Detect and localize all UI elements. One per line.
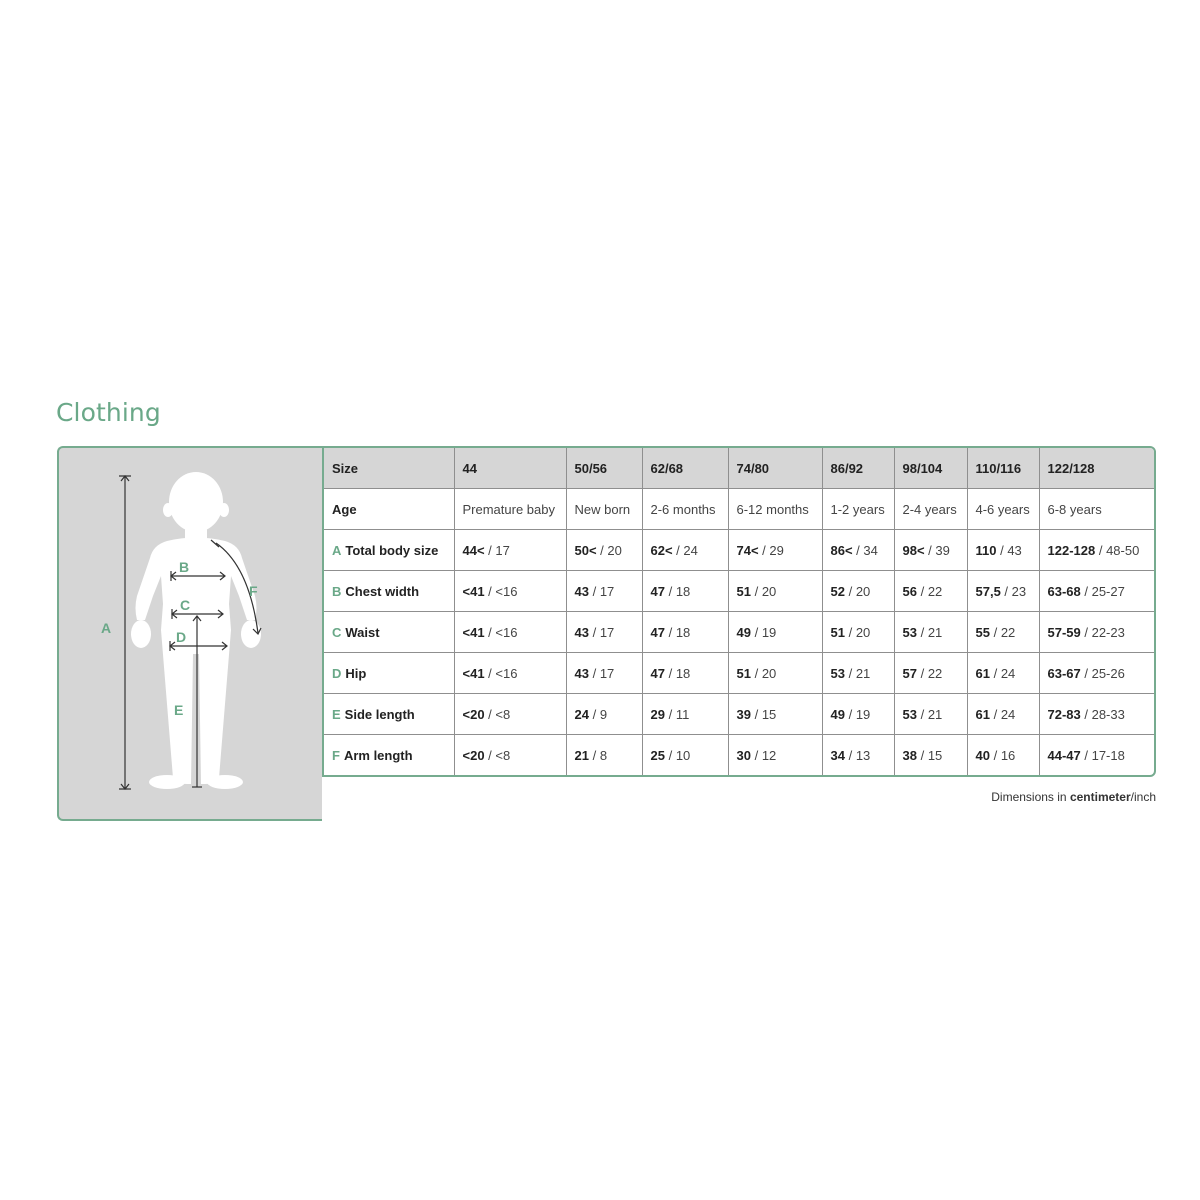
table-row	[324, 653, 1154, 694]
value-cm: 51	[736, 583, 751, 599]
value-separator: /	[484, 542, 496, 558]
value-cm: 43	[574, 624, 589, 640]
value-separator: /	[750, 583, 762, 599]
value-cm: 63-68	[1047, 583, 1081, 599]
value-separator: /	[1080, 665, 1092, 681]
value-inch: 20	[607, 542, 622, 558]
header-size-74-80: 74/80	[728, 448, 822, 489]
value-separator: /	[916, 747, 928, 763]
value-cm: 61	[975, 706, 990, 722]
measurement-cell	[728, 612, 822, 653]
value-cm: 52	[830, 583, 845, 599]
label-a: A	[101, 620, 112, 636]
measurement-cell	[454, 653, 566, 694]
value-inch: 21	[855, 665, 871, 681]
value-inch: 15	[761, 706, 777, 722]
value-cm: <41	[462, 665, 485, 681]
measurement-cell	[642, 735, 728, 776]
measurement-cell	[642, 571, 728, 612]
value-inch: 18	[675, 583, 691, 599]
value-separator: /	[750, 706, 762, 722]
value-separator: /	[989, 624, 1001, 640]
value-separator: /	[916, 665, 928, 681]
value-inch: 20	[761, 665, 777, 681]
value-cm: 47	[650, 624, 665, 640]
measurement-cell	[1039, 735, 1154, 776]
measurement-cell	[822, 653, 894, 694]
value-cm: <41	[462, 583, 485, 599]
value-inch: 25-27	[1091, 583, 1125, 599]
measurement-cell	[566, 735, 642, 776]
value-inch: 29	[769, 542, 784, 558]
value-separator: /	[916, 624, 928, 640]
age-cell: 2-6 months	[642, 489, 728, 530]
value-inch: 25-26	[1091, 665, 1125, 681]
value-separator: /	[989, 747, 1001, 763]
value-cm: 50<	[574, 542, 597, 558]
row-label	[324, 612, 454, 653]
value-cm: 61	[975, 665, 990, 681]
measurement-cell	[822, 571, 894, 612]
value-separator: /	[588, 706, 600, 722]
measurement-letter: F	[332, 747, 340, 763]
value-inch: 20	[761, 583, 777, 599]
measurement-letter: A	[332, 542, 342, 558]
value-inch: 22	[927, 665, 943, 681]
table-row	[324, 530, 1154, 571]
value-inch: <16	[495, 665, 518, 681]
value-inch: 22	[927, 583, 943, 599]
value-separator: /	[588, 747, 600, 763]
value-cm: 44-47	[1047, 747, 1081, 763]
value-inch: 18	[675, 624, 691, 640]
age-cell: Premature baby	[454, 489, 566, 530]
value-cm: 21	[574, 747, 589, 763]
measurement-cell	[894, 612, 967, 653]
value-inch: <16	[495, 624, 518, 640]
value-cm: 30	[736, 747, 751, 763]
value-inch: 17	[599, 624, 615, 640]
measurement-cell	[566, 653, 642, 694]
value-cm: 62<	[650, 542, 673, 558]
header-size-110-116: 110/116	[967, 448, 1039, 489]
value-inch: 24	[1000, 706, 1016, 722]
measurement-cell	[822, 735, 894, 776]
measurement-label: Total body size	[345, 542, 439, 558]
measurement-cell	[454, 571, 566, 612]
value-inch: <8	[495, 747, 511, 763]
header-size-98-104: 98/104	[894, 448, 967, 489]
table-row	[324, 735, 1154, 776]
value-separator: /	[588, 665, 600, 681]
measurement-label: Side length	[344, 706, 415, 722]
value-cm: 43	[574, 665, 589, 681]
row-label	[324, 694, 454, 735]
value-inch: 21	[927, 624, 943, 640]
value-separator: /	[484, 665, 496, 681]
value-cm: 38	[902, 747, 917, 763]
value-inch: 17	[495, 542, 510, 558]
value-cm: 57	[902, 665, 917, 681]
value-cm: 47	[650, 665, 665, 681]
value-inch: 23	[1011, 583, 1027, 599]
value-inch: 12	[761, 747, 777, 763]
value-inch: <16	[495, 583, 518, 599]
measurement-cell	[1039, 530, 1154, 571]
measurement-cell	[894, 653, 967, 694]
value-separator: /	[750, 747, 762, 763]
measurement-cell	[1039, 694, 1154, 735]
value-separator: /	[852, 542, 864, 558]
value-separator: /	[664, 747, 676, 763]
measurement-cell	[454, 694, 566, 735]
age-cell: 1-2 years	[822, 489, 894, 530]
measurement-cell	[566, 571, 642, 612]
measurement-cell	[642, 612, 728, 653]
value-cm: 29	[650, 706, 665, 722]
label-b: B	[179, 559, 190, 575]
value-cm: 43	[574, 583, 589, 599]
value-inch: 48-50	[1106, 542, 1140, 558]
value-inch: 34	[863, 542, 878, 558]
age-cell: 6-12 months	[728, 489, 822, 530]
value-cm: 49	[736, 624, 751, 640]
measurement-cell	[894, 694, 967, 735]
header-size-86-92: 86/92	[822, 448, 894, 489]
measurement-cell	[967, 653, 1039, 694]
value-cm: 44<	[462, 542, 485, 558]
label-f: F	[249, 583, 258, 599]
measurement-cell	[1039, 612, 1154, 653]
footnote-unit-bold: centimeter	[1069, 790, 1131, 804]
value-inch: 22-23	[1091, 624, 1125, 640]
row-label	[324, 571, 454, 612]
value-separator: /	[924, 542, 936, 558]
header-size-44: 44	[454, 448, 566, 489]
row-label	[324, 735, 454, 776]
measurement-cell	[967, 571, 1039, 612]
footnote-prefix: Dimensions in	[991, 790, 1070, 804]
measurement-cell	[894, 530, 967, 571]
value-cm: 57-59	[1047, 624, 1081, 640]
value-inch: 19	[761, 624, 777, 640]
measurement-cell	[728, 530, 822, 571]
value-inch: 16	[1000, 747, 1016, 763]
measurement-cell	[454, 735, 566, 776]
value-cm: 74<	[736, 542, 759, 558]
value-inch: 18	[675, 665, 691, 681]
value-separator: /	[989, 665, 1001, 681]
value-cm: 57,5	[975, 583, 1001, 599]
measurement-cell	[967, 612, 1039, 653]
value-cm: 53	[902, 624, 917, 640]
value-cm: 51	[830, 624, 845, 640]
value-inch: 9	[599, 706, 608, 722]
label-e: E	[174, 702, 184, 718]
row-label	[324, 653, 454, 694]
value-separator: /	[758, 542, 770, 558]
label-d: D	[176, 629, 187, 645]
measurement-cell	[967, 735, 1039, 776]
value-cm: 39	[736, 706, 751, 722]
value-cm: 53	[902, 706, 917, 722]
value-cm: 55	[975, 624, 990, 640]
value-cm: <41	[462, 624, 485, 640]
value-separator: /	[596, 542, 608, 558]
value-inch: 28-33	[1091, 706, 1125, 722]
value-cm: 47	[650, 583, 665, 599]
value-separator: /	[588, 624, 600, 640]
value-separator: /	[844, 624, 856, 640]
measurement-label: Waist	[345, 624, 380, 640]
value-inch: 43	[1007, 542, 1022, 558]
measurement-letter: C	[332, 624, 342, 640]
measurement-letter: E	[332, 706, 341, 722]
measurement-cell	[728, 571, 822, 612]
table-row	[324, 571, 1154, 612]
value-separator: /	[1000, 583, 1012, 599]
size-chart-table	[324, 448, 1154, 775]
value-inch: 24	[1000, 665, 1016, 681]
measurement-cell	[566, 694, 642, 735]
value-inch: 8	[599, 747, 608, 763]
value-inch: 11	[675, 706, 690, 722]
value-separator: /	[996, 542, 1008, 558]
value-cm: 98<	[902, 542, 925, 558]
measurement-letter: B	[332, 583, 342, 599]
measurement-cell	[822, 530, 894, 571]
child-silhouette-diagram	[59, 448, 322, 821]
size-chart-table-wrapper	[322, 446, 1156, 777]
measurement-cell	[642, 530, 728, 571]
value-cm: 86<	[830, 542, 853, 558]
value-separator: /	[588, 583, 600, 599]
measurement-cell	[894, 571, 967, 612]
measurement-cell	[1039, 571, 1154, 612]
measurement-cell	[822, 612, 894, 653]
measurement-cell	[967, 530, 1039, 571]
value-separator: /	[750, 624, 762, 640]
label-c: C	[180, 597, 191, 613]
value-cm: 56	[902, 583, 917, 599]
header-size-50-56: 50/56	[566, 448, 642, 489]
value-inch: 21	[927, 706, 943, 722]
value-separator: /	[484, 624, 496, 640]
value-cm: <20	[462, 747, 485, 763]
value-separator: /	[1080, 583, 1092, 599]
value-cm: 63-67	[1047, 665, 1081, 681]
value-separator: /	[484, 747, 496, 763]
value-inch: 15	[927, 747, 943, 763]
measurement-cell	[454, 612, 566, 653]
measurement-figure-panel	[57, 446, 322, 821]
value-separator: /	[916, 583, 928, 599]
measurement-cell	[728, 694, 822, 735]
value-cm: 49	[830, 706, 845, 722]
measurement-label: Hip	[345, 665, 367, 681]
measurement-cell	[967, 694, 1039, 735]
measurement-cell	[728, 653, 822, 694]
value-separator: /	[1080, 747, 1092, 763]
value-separator: /	[672, 542, 684, 558]
measurement-cell	[454, 530, 566, 571]
value-separator: /	[664, 583, 676, 599]
value-separator: /	[844, 665, 856, 681]
value-cm: <20	[462, 706, 485, 722]
value-separator: /	[1080, 706, 1092, 722]
value-separator: /	[484, 583, 496, 599]
value-cm: 53	[830, 665, 845, 681]
value-separator: /	[916, 706, 928, 722]
measurement-cell	[1039, 653, 1154, 694]
value-separator: /	[1095, 542, 1107, 558]
measurement-label: Arm length	[343, 747, 413, 763]
value-cm: 72-83	[1047, 706, 1081, 722]
value-separator: /	[844, 583, 856, 599]
value-inch: 19	[855, 706, 871, 722]
measurement-cell	[566, 612, 642, 653]
footnote-suffix: /inch	[1130, 790, 1156, 804]
header-size: Size	[324, 448, 454, 489]
measurement-cell	[894, 735, 967, 776]
value-cm: 110	[975, 542, 997, 558]
measurement-label: Chest width	[345, 583, 420, 599]
age-cell: 2-4 years	[894, 489, 967, 530]
child-silhouette	[131, 472, 261, 789]
value-separator: /	[664, 624, 676, 640]
value-cm: 34	[830, 747, 845, 763]
row-label	[324, 530, 454, 571]
value-separator: /	[664, 706, 676, 722]
table-row	[324, 694, 1154, 735]
measurement-cell	[642, 694, 728, 735]
value-inch: 17	[599, 583, 615, 599]
table-row-age	[324, 489, 1154, 530]
header-size-62-68: 62/68	[642, 448, 728, 489]
value-inch: 39	[935, 542, 950, 558]
value-inch: 20	[855, 583, 871, 599]
value-cm: 24	[574, 706, 589, 722]
value-separator: /	[844, 706, 856, 722]
value-separator: /	[484, 706, 496, 722]
row-label-age: Age	[324, 489, 454, 530]
table-row	[324, 612, 1154, 653]
value-cm: 51	[736, 665, 751, 681]
value-inch: 20	[855, 624, 871, 640]
measurement-cell	[566, 530, 642, 571]
measurement-cell	[822, 694, 894, 735]
value-cm: 40	[975, 747, 990, 763]
value-inch: 10	[675, 747, 691, 763]
measurement-letter: D	[332, 665, 342, 681]
value-inch: 24	[683, 542, 698, 558]
value-cm: 25	[650, 747, 665, 763]
table-header-row	[324, 448, 1154, 489]
header-size-122-128: 122/128	[1039, 448, 1154, 489]
value-separator: /	[750, 665, 762, 681]
measurement-cell	[642, 653, 728, 694]
value-cm: 122-128	[1047, 542, 1096, 558]
page-title: Clothing	[56, 398, 161, 427]
value-separator: /	[664, 665, 676, 681]
value-separator: /	[989, 706, 1001, 722]
age-cell: 4-6 years	[967, 489, 1039, 530]
value-inch: 17-18	[1091, 747, 1125, 763]
measurement-cell	[728, 735, 822, 776]
dimensions-footnote	[991, 790, 1156, 804]
value-inch: 17	[599, 665, 615, 681]
value-inch: 13	[855, 747, 871, 763]
value-inch: 22	[1000, 624, 1016, 640]
value-separator: /	[1080, 624, 1092, 640]
value-separator: /	[844, 747, 856, 763]
value-inch: <8	[495, 706, 511, 722]
age-cell: New born	[566, 489, 642, 530]
age-cell: 6-8 years	[1039, 489, 1154, 530]
